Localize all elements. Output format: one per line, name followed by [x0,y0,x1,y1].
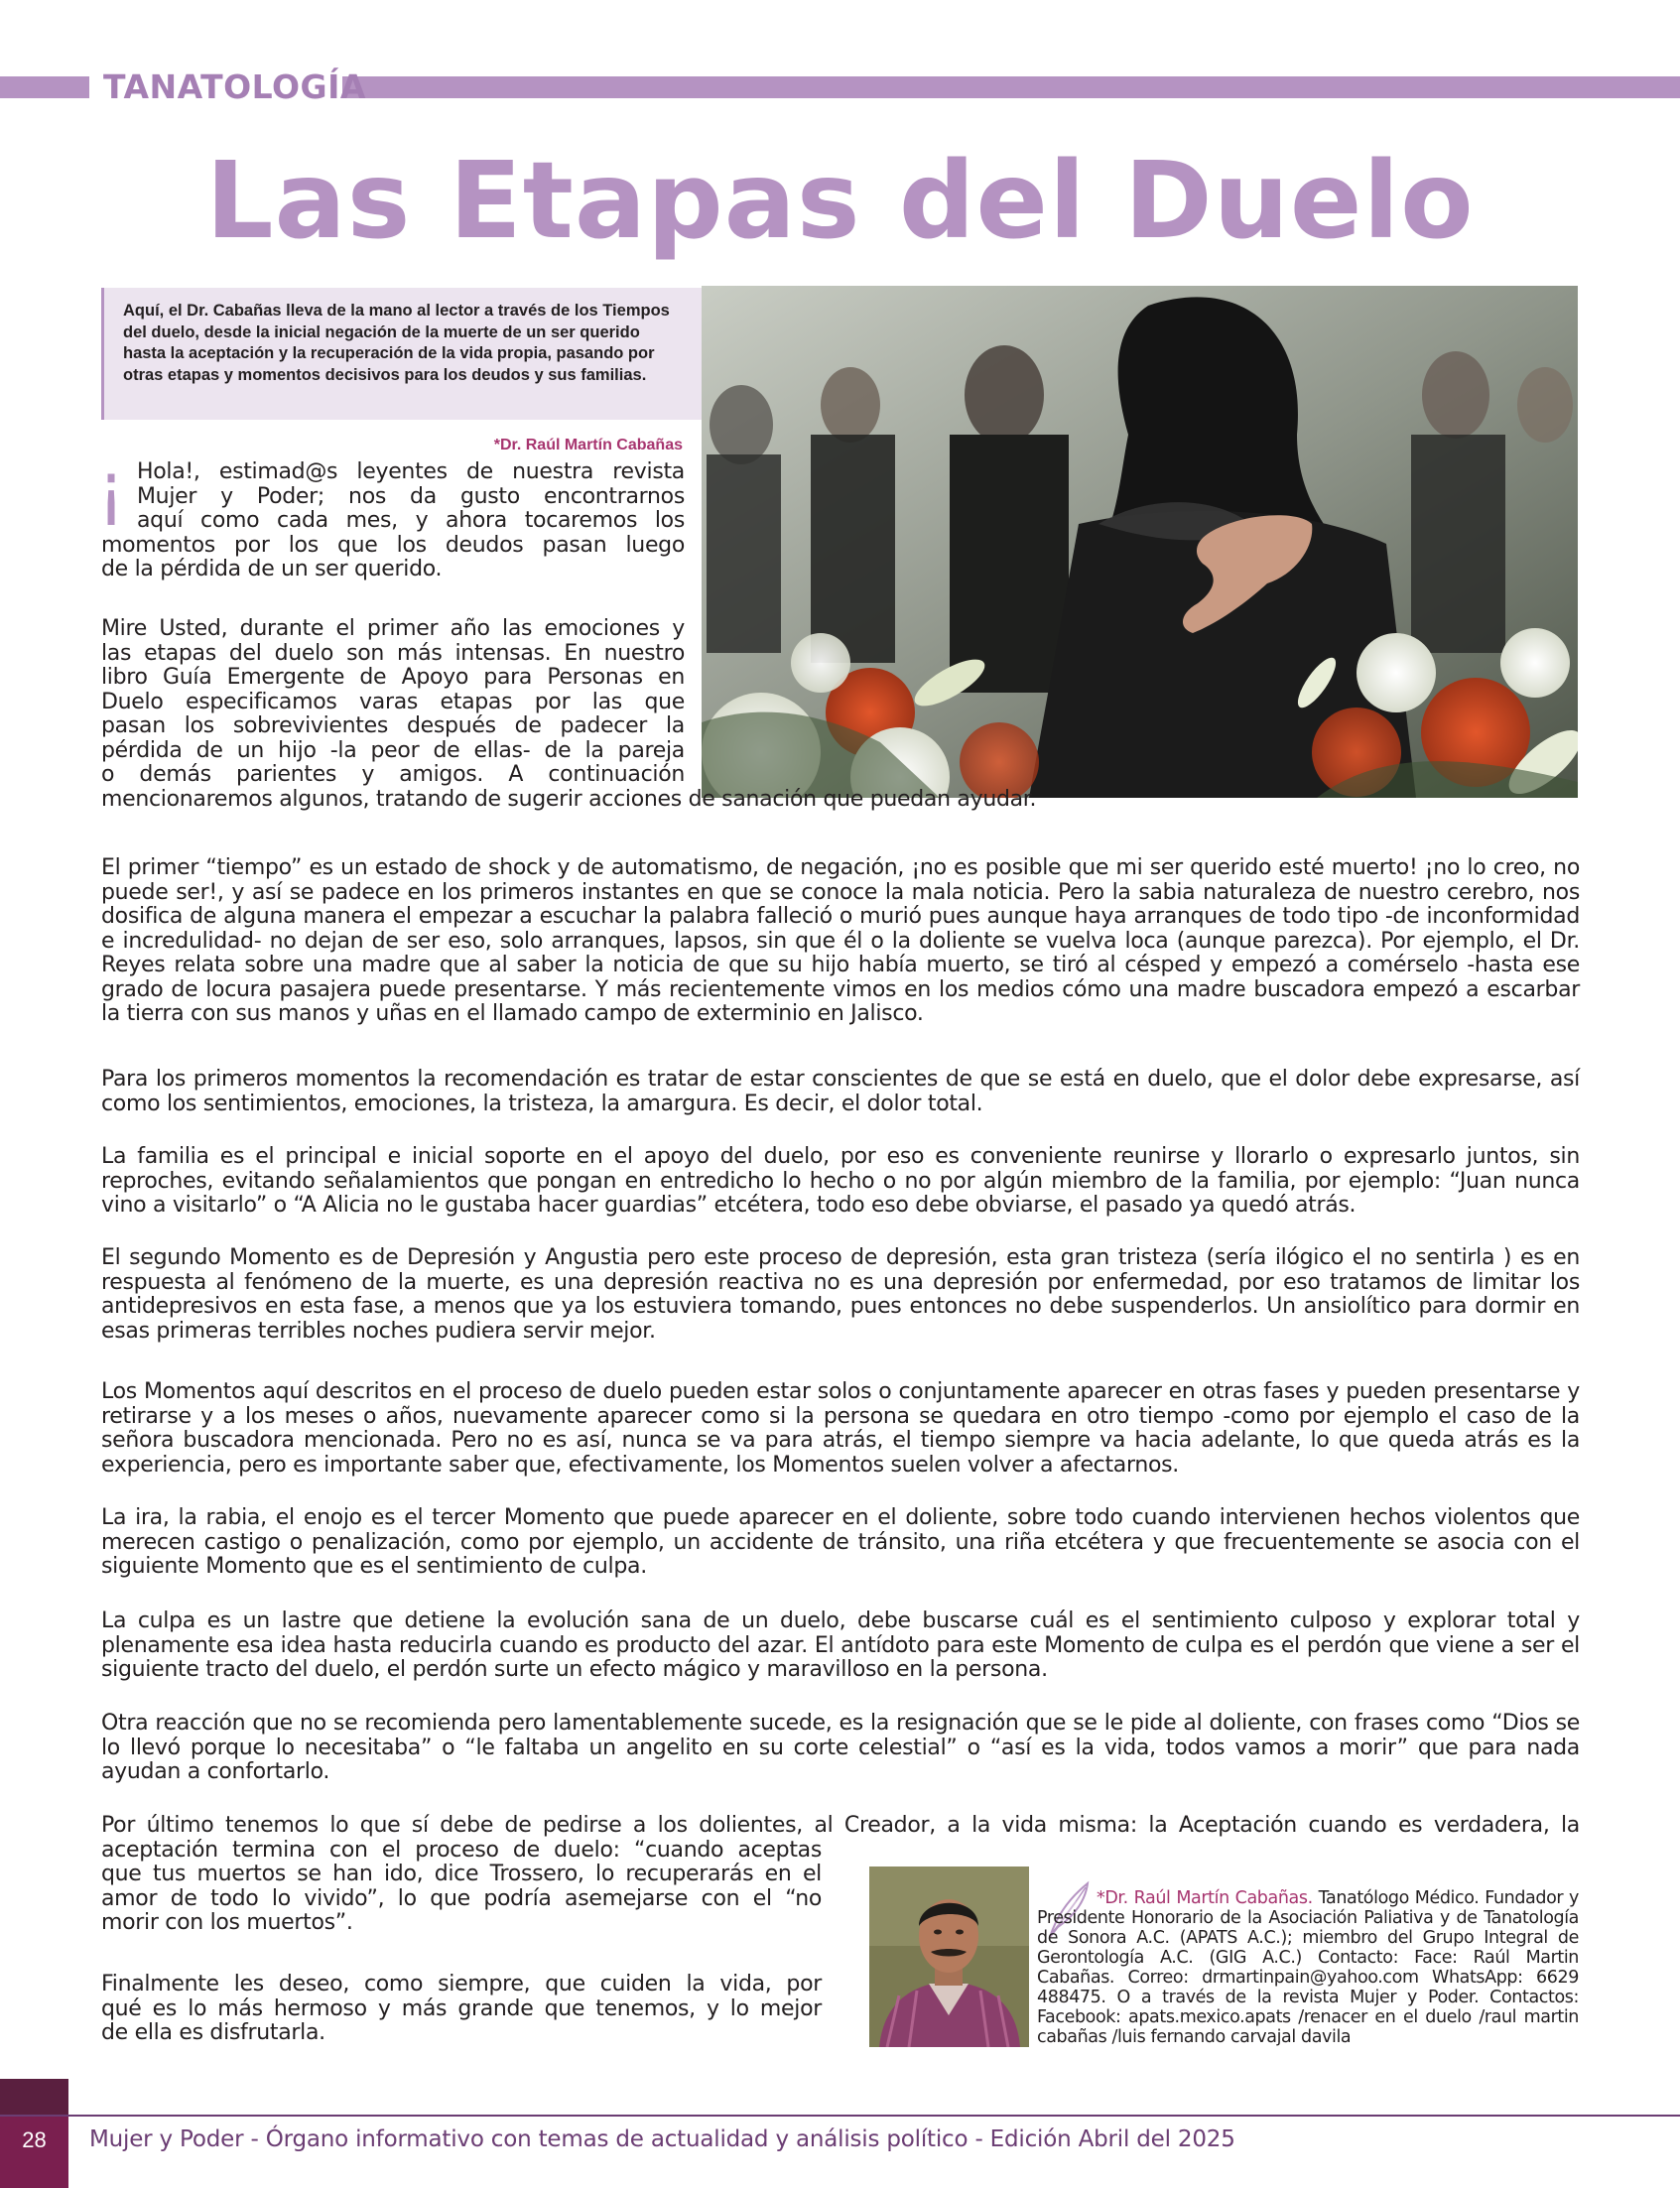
para2-line-7 [101,763,685,788]
paragraph-4: El segundo Momento es de Depresión y Angustia pero este proceso de depresión, esta gran tristeza (sería ilógico el no sentirla ) es en respuesta al fenómeno de la muerte, es una depresión reactiva no es una depresión por enfermedad, por eso tratamos de limitar los antidepresivos en esta fase, a menos que ya los estuviera tomando, pues entonces no debe suspenderlos. Un ansiolítico para dormir en esas primeras terribles noches pudiera servir mejor. [101,1245,1580,1344]
para2-line-text: las etapas del duelo son más intensas. En nuestro [101,640,685,666]
closing-line-text: qué es lo más hermoso y más grande que tenemos, y lo mejor [101,1995,822,2021]
para2-line-text: o demás parientes y amigos. A continuación [101,762,685,787]
final-line-3 [101,1887,822,1912]
final-first-line [101,1814,1580,1839]
closing-line-2 [101,1997,822,2022]
byline: *Dr. Raúl Martín Cabañas [493,437,683,453]
para2-line-6 [101,739,685,764]
section-label: TANATOLOGÍA [103,67,366,106]
intro-line-2 [137,485,685,510]
para2-line-text: pérdida de un hijo -la peor de ellas- de la pareja [101,737,685,763]
intro-line-text: aquí como cada mes, y ahora tocaremos los [137,508,685,533]
closing-line-text: Finalmente les deseo, como siempre, que cuiden la vida, por [101,1972,822,1996]
paragraph-5: Los Momentos aquí descritos en el proceso de duelo pueden estar solos o conjuntamente aparecer en otras fases y pueden presentarse y retirarse y a los meses o años, nuevamente aparecer como si la persona se quedara en otro tiempo -como por ejemplo el caso de la señora buscadora mencionada. Pero no es así, nunca se va para atrás, el tiempo siempre va hacia adelante, lo que queda atrás es la experiencia, pero es importante saber que, efectivamente, los Momentos suelen volver a afectarnos. [101,1379,1580,1478]
intro-line-text: Hola!, estimad@s leyentes de nuestra revista [137,459,685,484]
closing-line-3 [101,2021,822,2046]
page-number-box-top [0,2079,68,2115]
final-line-4 [101,1911,822,1936]
author-bio-details: Tanatólogo Médico. Fundador y Presidente Honorario de la Asociación Paliativa y de Tanatología de Sonora A.C. (APATS A.C.); miembro del Grupo Integral de Gerontología A.C. (GIG A.C.) Contacto: Face: Raúl Martin Cabañas. Correo: drmartinpain@yahoo.com WhatsApp: 6629 488475. O a través de la revista Mujer y Poder. Contactos: Facebook: apats.mexico.apats /renacer en el duelo /raul martin cabañas /luis fernando carvajal davila [1037,1888,1579,2047]
para2-line-2 [101,642,685,667]
intro-line-5 [101,558,685,582]
intro-line-3 [137,509,685,534]
author-bio-name: *Dr. Raúl Martín Cabañas. [1097,1888,1313,1908]
intro-line-text: Mujer y Poder; nos da gusto encontrarnos [137,483,685,509]
para2-line-text: pasan los sobrevivientes después de padecer la [101,713,685,738]
paragraph-8: Otra reacción que no se recomienda pero lamentablemente sucede, es la resignación que se le pide al doliente, con frases como “Dios se lo llevó porque lo necesitaba” o “le faltaba un angelito en su corte celestial” o “así es la vida, todos vamos a morir” que para nada ayudan a confortarlo. [101,1711,1580,1784]
paragraph-1: El primer “tiempo” es un estado de shock y de automatismo, de negación, ¡no es posible que mi ser querido esté muerto! ¡no lo creo, no puede ser!, y así se padece en los primeros instantes en que se conoce la mala noticia. Pero la sabia naturaleza de nuestro cerebro, nos dosifica de alguna manera el empezar a escuchar la palabra falleció o murió pues aunque haya arranques de todo tipo -de inconformidad e incredulidad- no dejan de ser eso, solo arranques, lapsos, sin que él o la doliente se vuelva loca (aunque parezca). Por ejemplo, el Dr. Reyes relata sobre una madre que al saber la noticia de que su hijo había muerto, se tiró al césped y empezó a comérselo -hasta ese grado de locura pasajera puede presentarse. Y más recientemente vimos en los medios cómo una madre buscadora empezó a escarbar la tierra con sus manos y uñas en el llamado campo de exterminio en Jalisco. [101,855,1580,1026]
intro-line-4 [101,534,685,559]
intro-line-text: momentos por los que los deudos pasan luego [101,532,685,558]
intro-line-text: de la pérdida de un ser querido. [101,557,443,581]
lead-text: Aquí, el Dr. Cabañas lleva de la mano al lector a través de los Tiempos del duelo, desde la inicial negación de la muerte de un ser querido hasta la aceptación y la recuperación de la vida propia, pasando por otras etapas y momentos decisivos para los deudos y sus familias. [123,302,670,384]
dropcap: ¡ [97,448,126,529]
paragraph-2: Para los primeros momentos la recomendación es tratar de estar conscientes de que se está en duelo, que el dolor debe expresarse, así como los sentimientos, emociones, la tristeza, la amargura. Es decir, el dolor total. [101,1067,1580,1116]
footer-text: Mujer y Poder - Órgano informativo con temas de actualidad y análisis político - Edición Abril del 2025 [89,2126,1235,2152]
lead-box [101,288,702,420]
section-bar-left [0,76,89,98]
paragraph-7: La culpa es un lastre que detiene la evolución sana de un duelo, debe buscarse cuál es el sentimiento culposo y explorar total y plenamente esa idea hasta reducirla cuando es producto del azar. El antídoto para este Momento de culpa es el perdón que viene a ser el siguiente tracto del duelo, el perdón surte un efecto mágico y maravilloso en la persona. [101,1609,1580,1682]
para2-last-text: mencionaremos algunos, tratando de sugerir acciones de sanación que puedan ayudar. [101,786,1037,812]
final-line-text: morir con los muertos”. [101,1910,353,1935]
final-line-text: amor de todo lo vivido”, lo que podría asemejarse con el “no [101,1885,822,1911]
section-bar-right [342,76,1680,98]
closing-line-1 [101,1973,822,1997]
para2-line-text: libro Guía Emergente de Apoyo para Personas en [101,665,685,690]
final-line-1 [101,1839,822,1864]
author-photo [869,1866,1029,2047]
para2-line-text: Duelo especificamos varas etapas por las que [101,689,685,714]
para2-line-4 [101,691,685,715]
article-title: Las Etapas del Duelo [205,140,1475,263]
final-line-2 [101,1863,822,1887]
final-first-text: Por último tenemos lo que sí debe de pedirse a los dolientes, al Creador, a la vida misma: la Aceptación cuando es verdadera, la [101,1813,1580,1838]
page-number: 28 [22,2127,47,2152]
para2-line-1 [101,617,685,642]
final-line-text: aceptación termina con el proceso de duelo: “cuando aceptas [101,1837,822,1863]
paragraph-3: La familia es el principal e inicial soporte en el apoyo del duelo, por eso es conveniente reunirse y llorarlo o expresarlo juntos, sin reproches, evitando señalamientos que pongan en entredicho lo hecho o no por algún miembro de la familia, por ejemplo: “Juan nunca vino a visitarlo” o “A Alicia no le gustaba hacer guardias” etcétera, todo eso debe obviarse, el pasado ya quedó atrás. [101,1144,1580,1218]
author-bio [1037,1888,1579,2047]
footer-rule [0,2115,1680,2117]
closing-line-text: de ella es disfrutarla. [101,2020,325,2045]
intro-line-1 [137,460,685,485]
paragraph-6: La ira, la rabia, el enojo es el tercer Momento que puede aparecer en el doliente, sobre todo cuando intervienen hechos violentos que merecen castigo o penalización, como por ejemplo, un accidente de tránsito, una riña etcétera y que frecuentemente se asocia con el siguiente Momento que es el sentimiento de culpa. [101,1505,1580,1579]
funeral-photo [702,286,1578,798]
para2-line-5 [101,714,685,739]
para2-line-3 [101,666,685,691]
final-line-text: que tus muertos se han ido, dice Trossero, lo recuperarás en el [101,1862,822,1886]
para2-line-text: Mire Usted, durante el primer año las emociones y [101,616,685,641]
para2-last-line [101,788,1580,813]
